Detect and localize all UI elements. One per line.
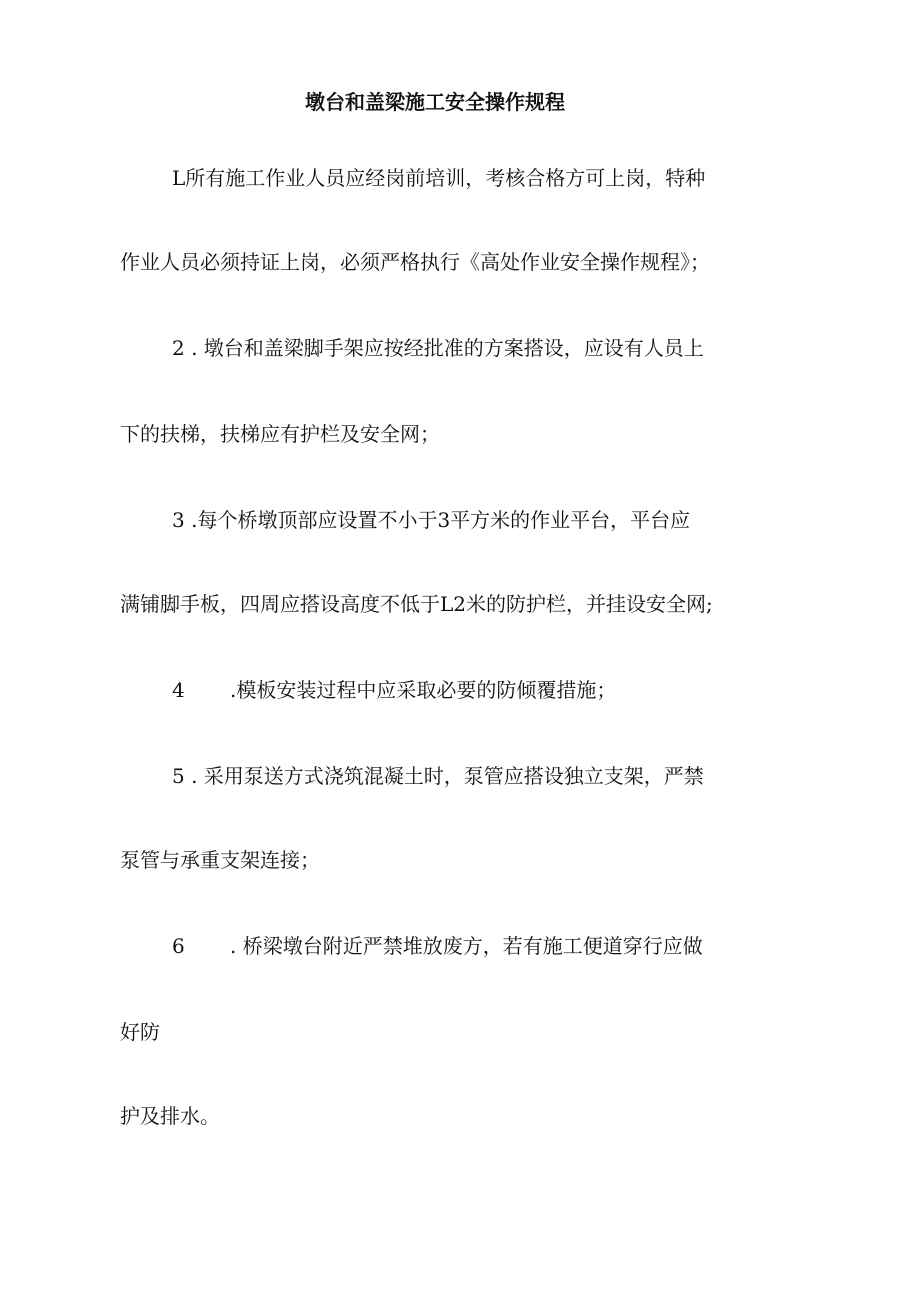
rule-1-line-2: 作业人员必须持证上岗，必须严格执行《高处作业安全操作规程》； — [120, 250, 710, 274]
document-title: 墩台和盖梁施工安全操作规程 — [305, 90, 565, 114]
rule-4-line-1: .模板安装过程中应采取必要的防倾覆措施； — [230, 678, 617, 702]
rule-6-line-1: . 桥梁墩台附近严禁堆放废方，若有施工便道穿行应做 — [230, 934, 703, 958]
rule-6-number: 6 — [172, 934, 185, 958]
rule-3-line-2: 满铺脚手板，四周应搭设高度不低于L2米的防护栏，并挂设安全网; — [120, 592, 713, 616]
rule-4-number: 4 — [172, 678, 185, 702]
rule-5-line-1: 5 . 采用泵送方式浇筑混凝土时，泵管应搭设独立支架，严禁 — [172, 764, 704, 788]
rule-3-line-1: 3 .每个桥墩顶部应设置不小于3平方米的作业平台，平台应 — [172, 508, 691, 532]
rule-2-line-1: 2 . 墩台和盖梁脚手架应按经批准的方案搭设，应设有人员上 — [172, 336, 704, 360]
rule-1-line-1: L所有施工作业人员应经岗前培训，考核合格方可上岗，特种 — [172, 166, 706, 190]
rule-2-line-2: 下的扶梯，扶梯应有护栏及安全网； — [120, 422, 440, 446]
rule-6-line-2: 好防 — [120, 1020, 160, 1044]
rule-5-line-2: 泵管与承重支架连接； — [120, 848, 320, 872]
rule-6-line-3: 护及排水。 — [120, 1104, 220, 1128]
